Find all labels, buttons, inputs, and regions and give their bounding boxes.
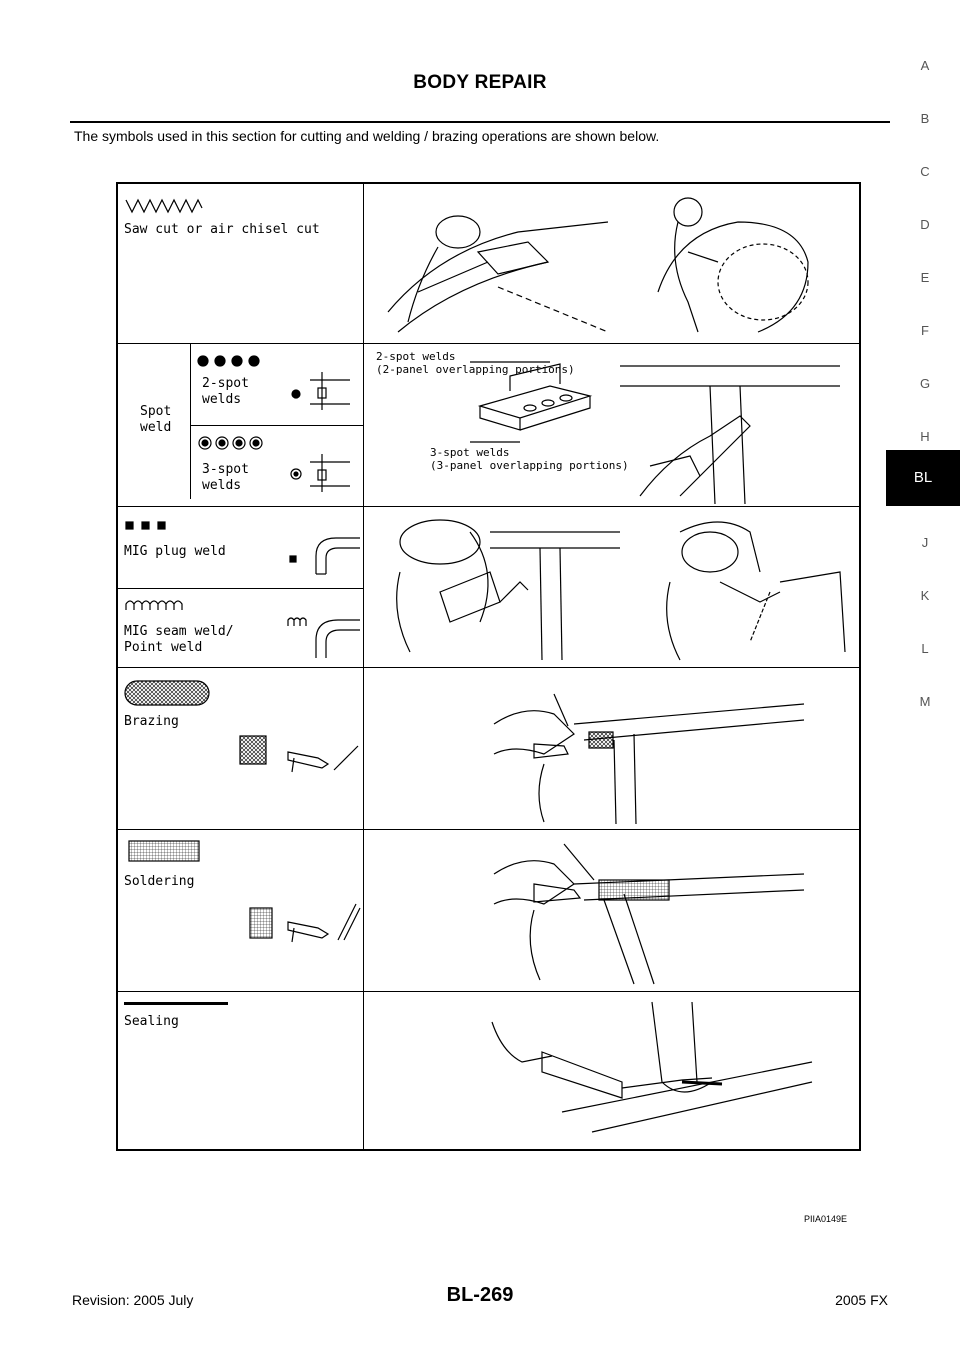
tab-b[interactable]: B — [920, 111, 930, 126]
footer-page-number: BL-269 — [446, 1284, 514, 1306]
row-divider — [118, 343, 861, 344]
tab-d[interactable]: D — [920, 217, 930, 232]
tab-a[interactable]: A — [920, 58, 930, 73]
row-divider — [118, 667, 861, 668]
tab-k[interactable]: K — [920, 588, 930, 603]
row-divider — [190, 425, 363, 426]
two-spot-callout: 2-spot welds (2-panel overlapping portions) — [376, 350, 575, 376]
mig-seam-tool-icon — [286, 614, 362, 662]
two-spot-dots-icon — [196, 354, 266, 368]
saw-cut-symbol-icon — [124, 196, 204, 216]
mig-seam-symbol-icon — [124, 598, 184, 612]
brazing-label: Brazing — [124, 714, 179, 729]
header-rule — [70, 121, 890, 123]
tab-h[interactable]: H — [920, 429, 930, 444]
three-spot-dots-icon — [198, 436, 268, 450]
mig-plug-symbol-icon — [124, 520, 174, 530]
mig-seam-label: MIG seam weld/ Point weld — [124, 624, 234, 655]
spot-weld-tool-icon — [290, 446, 360, 496]
brazing-illustration — [484, 684, 804, 824]
tab-m[interactable]: M — [919, 694, 931, 709]
sealing-label: Sealing — [124, 1014, 179, 1029]
three-spot-label: 3-spot welds — [202, 462, 249, 493]
row-divider — [118, 588, 363, 589]
soldering-illustration — [484, 844, 804, 984]
tab-c[interactable]: C — [920, 164, 930, 179]
spot-weld-label: Spot weld — [140, 404, 172, 435]
footer-model: 2005 FX — [835, 1292, 888, 1308]
saw-cut-label: Saw cut or air chisel cut — [124, 222, 320, 237]
brazing-symbol-icon — [124, 680, 210, 706]
figure-reference: PIIA0149E — [804, 1214, 848, 1224]
spot-subdivider — [190, 344, 191, 499]
mig-weld-illustration — [380, 512, 850, 662]
three-spot-callout: 3-spot welds (3-panel overlapping portions) — [430, 446, 629, 472]
row-divider — [118, 829, 861, 830]
intro-text: The symbols used in this section for cutting and welding / brazing operations are shown below. — [74, 128, 660, 144]
sealing-illustration — [482, 1002, 812, 1142]
spot-weld-tool-icon — [290, 364, 360, 414]
weld-symbols-table — [116, 182, 861, 1151]
brazing-tool-icon — [238, 732, 364, 774]
sealing-symbol-icon — [124, 1002, 228, 1005]
two-spot-label: 2-spot welds — [202, 376, 249, 407]
spot-weld-illustration — [470, 356, 850, 504]
soldering-label: Soldering — [124, 874, 195, 889]
row-divider — [118, 991, 861, 992]
footer-revision: Revision: 2005 July — [72, 1292, 194, 1308]
tab-g[interactable]: G — [919, 376, 931, 391]
page-title: BODY REPAIR — [413, 72, 547, 93]
saw-cut-illustration — [378, 192, 848, 337]
tab-bl[interactable]: BL — [886, 450, 960, 506]
soldering-symbol-icon — [128, 840, 200, 862]
mig-plug-label: MIG plug weld — [124, 544, 226, 559]
tab-f[interactable]: F — [921, 323, 929, 338]
tab-j[interactable]: J — [921, 535, 929, 550]
tab-l[interactable]: L — [921, 641, 929, 656]
soldering-tool-icon — [248, 900, 362, 946]
row-divider — [118, 506, 861, 507]
mig-plug-tool-icon — [286, 534, 362, 580]
tab-e[interactable]: E — [920, 270, 930, 285]
